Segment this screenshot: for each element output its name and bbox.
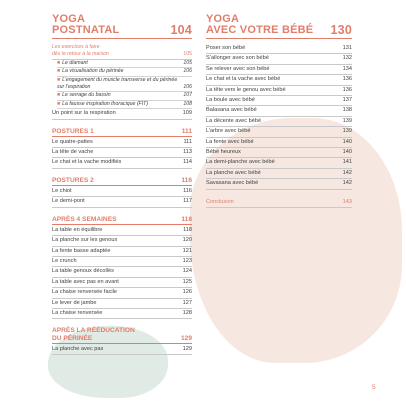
toc-entry[interactable]: Le demi-pont 117 — [52, 197, 192, 207]
section-heading[interactable]: APRÈS LA RÉÉDUCATION DU PÉRINÉE 129 — [52, 327, 192, 342]
toc-entry[interactable]: Le chat et la vache modifiés 114 — [52, 158, 192, 168]
toc-entry[interactable]: La tête de vache 113 — [52, 148, 192, 158]
bullet-icon: ■ — [57, 100, 61, 107]
bullet-icon: ■ — [57, 59, 61, 66]
toc-entry[interactable]: La chaise renversée 128 — [52, 309, 192, 319]
toc-entry[interactable]: Le chiot 116 — [52, 187, 192, 197]
toc-entry[interactable]: Un point sur la respiration 109 — [52, 109, 192, 119]
toc-sub-item[interactable]: ■ La fausse inspiration thoracique (FIT) 108 — [57, 101, 192, 109]
toc-entry[interactable]: La table en équilibre 118 — [52, 226, 192, 236]
toc-entry[interactable]: Le crunch 123 — [52, 257, 192, 267]
toc-intro-entry[interactable]: Les exercices à faire dès le retour à la maison 105 — [52, 44, 192, 60]
toc-entry[interactable]: Le quatre-pattes 111 — [52, 138, 192, 148]
chapter-heading-baby[interactable] — [206, 14, 352, 39]
toc-sub-item[interactable]: ■ L’engagement du muscle transverse et du périnée sur l’expiration 106 — [57, 77, 192, 93]
bullet-icon: ■ — [57, 76, 61, 83]
toc-right-column — [206, 14, 352, 208]
toc-entry[interactable]: La tête vers le genou avec bébé 136 — [206, 86, 352, 96]
toc-left-column — [52, 14, 192, 355]
toc-entry[interactable]: La boule avec bébé 137 — [206, 96, 352, 106]
toc-entry[interactable]: La planche avec bébé 142 — [206, 169, 352, 179]
toc-sub-item[interactable]: ■ Le serrage du bassin 107 — [57, 92, 192, 100]
toc-entry[interactable]: Bébé heureux 140 — [206, 148, 352, 158]
toc-entry[interactable]: Se relever avec son bébé 134 — [206, 65, 352, 75]
toc-sub-item[interactable]: ■ La visualisation du périnée 106 — [57, 68, 192, 76]
toc-right-list — [206, 44, 352, 190]
page-number: 5 — [372, 384, 376, 391]
toc-sub-list — [57, 60, 192, 109]
chapter-page: 104 — [170, 23, 192, 37]
bullet-icon: ■ — [57, 92, 61, 99]
toc-entry[interactable]: La table avec pas en avant 125 — [52, 278, 192, 288]
chapter-title: YOGA AVEC VOTRE BÉBÉ — [206, 13, 314, 36]
toc-entry[interactable]: La demi-planche avec bébé 141 — [206, 158, 352, 168]
toc-entry[interactable]: La planche avec pas 129 — [52, 345, 192, 355]
toc-entry-conclusion[interactable]: Conclusion 143 — [206, 198, 352, 208]
toc-sub-item[interactable]: ■ Le diamant 105 — [57, 60, 192, 68]
section-heading[interactable]: POSTURES 1 111 — [52, 127, 192, 135]
toc-entry[interactable]: La table genoux décollés 124 — [52, 267, 192, 277]
toc-entry[interactable]: La planche sur les genoux 120 — [52, 236, 192, 246]
toc-entry[interactable]: La décente avec bébé 139 — [206, 117, 352, 127]
toc-sections — [52, 128, 192, 355]
toc-entry[interactable]: Poser son bébé 131 — [206, 44, 352, 54]
toc-entry[interactable]: S’allonger avec son bébé 132 — [206, 54, 352, 64]
section-heading[interactable]: POSTURES 2 116 — [52, 176, 192, 184]
bullet-icon: ■ — [57, 68, 61, 75]
chapter-heading-postnatal[interactable] — [52, 14, 192, 39]
chapter-title: YOGA POSTNATAL — [52, 13, 120, 36]
toc-entry[interactable]: L’arbre avec bébé 139 — [206, 127, 352, 137]
toc-entry[interactable]: Savasana avec bébé 142 — [206, 179, 352, 189]
toc-entry[interactable]: La fente basse adaptée 121 — [52, 247, 192, 257]
toc-entry[interactable]: La fente avec bébé 140 — [206, 138, 352, 148]
toc-entry[interactable]: Balasana avec bébé 138 — [206, 106, 352, 116]
toc-entry[interactable]: Le lever de jambe 127 — [52, 299, 192, 309]
toc-entry[interactable]: Le chat et la vache avec bébé 136 — [206, 75, 352, 85]
section-heading[interactable]: APRÈS 4 SEMAINES 118 — [52, 215, 192, 223]
toc-entry[interactable]: La chaise renversée facile 126 — [52, 288, 192, 298]
chapter-page: 130 — [330, 23, 352, 37]
